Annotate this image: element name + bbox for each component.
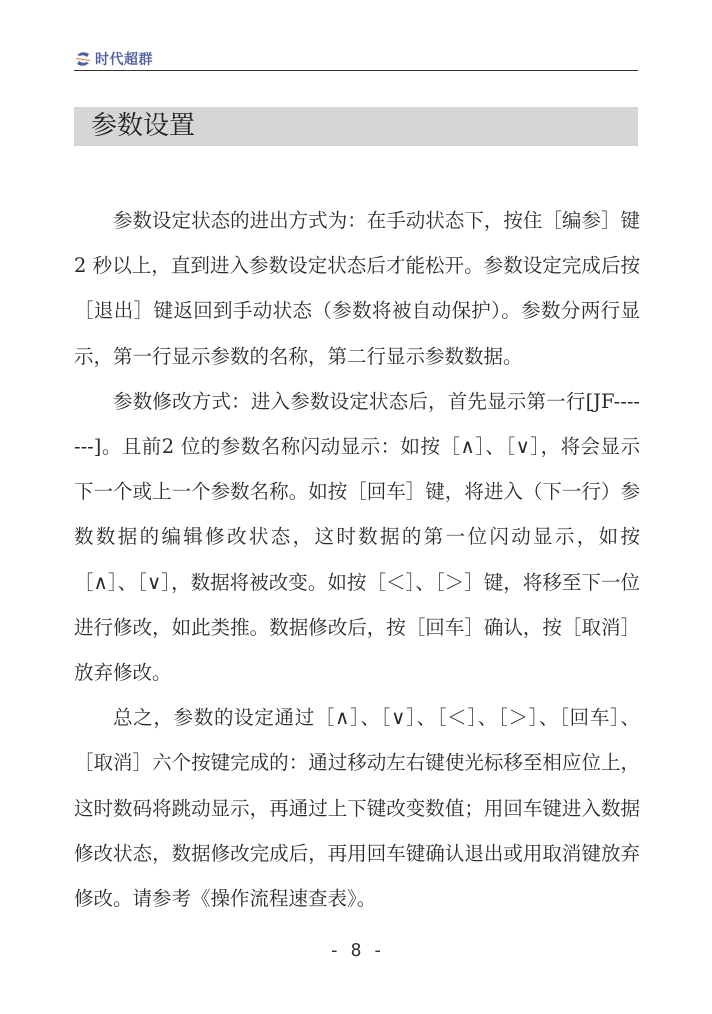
body-text [74,198,640,921]
page-number: - 8 - [328,940,384,961]
logo-text: 时代超群 [95,52,153,68]
paragraph: 参数修改方式：进入参数设定状态后，首先显示第一行[JF-------]。且前2 位的参数名称闪动显示：如按［∧］、［∨］，将会显示下一个或上一个参数名称。如按［回车］键，将进入（下一行）参数数据的编辑修改状态，这时数据的第一位闪动显示，如按［∧］、［∨］，数据将被改变。如按［＜］、［＞］键，将移至下一位进行修改，如此类推。数据修改后，按［回车］确认，按［取消］放弃修改。 [74,389,640,685]
page-header [74,48,638,70]
header-divider [74,70,638,71]
section-title: 参数设置 [91,111,196,141]
section-title-band [74,107,638,146]
company-logo [74,49,153,69]
paragraph: 总之，参数的设定通过［∧］、［∨］、［＜］、［＞］、［回车］、［取消］六个按键完成的：通过移动左右键使光标移至相应位上，这时数码将跳动显示，再通过上下键改变数值；用回车键进入数据修改状态，数据修改完成后，再用回车键确认退出或用取消键放弃修改。请参考《操作流程速查表》。 [74,706,640,911]
paragraph: 参数设定状态的进出方式为：在手动状态下，按住［编参］键2 秒以上，直到进入参数设定状态后才能松开。参数设定完成后按［退出］键返回到手动状态（参数将被自动保护）。参数分两行显示，第一行显示参数的名称，第二行显示参数数据。 [74,209,640,368]
company-logo-icon [74,50,92,68]
